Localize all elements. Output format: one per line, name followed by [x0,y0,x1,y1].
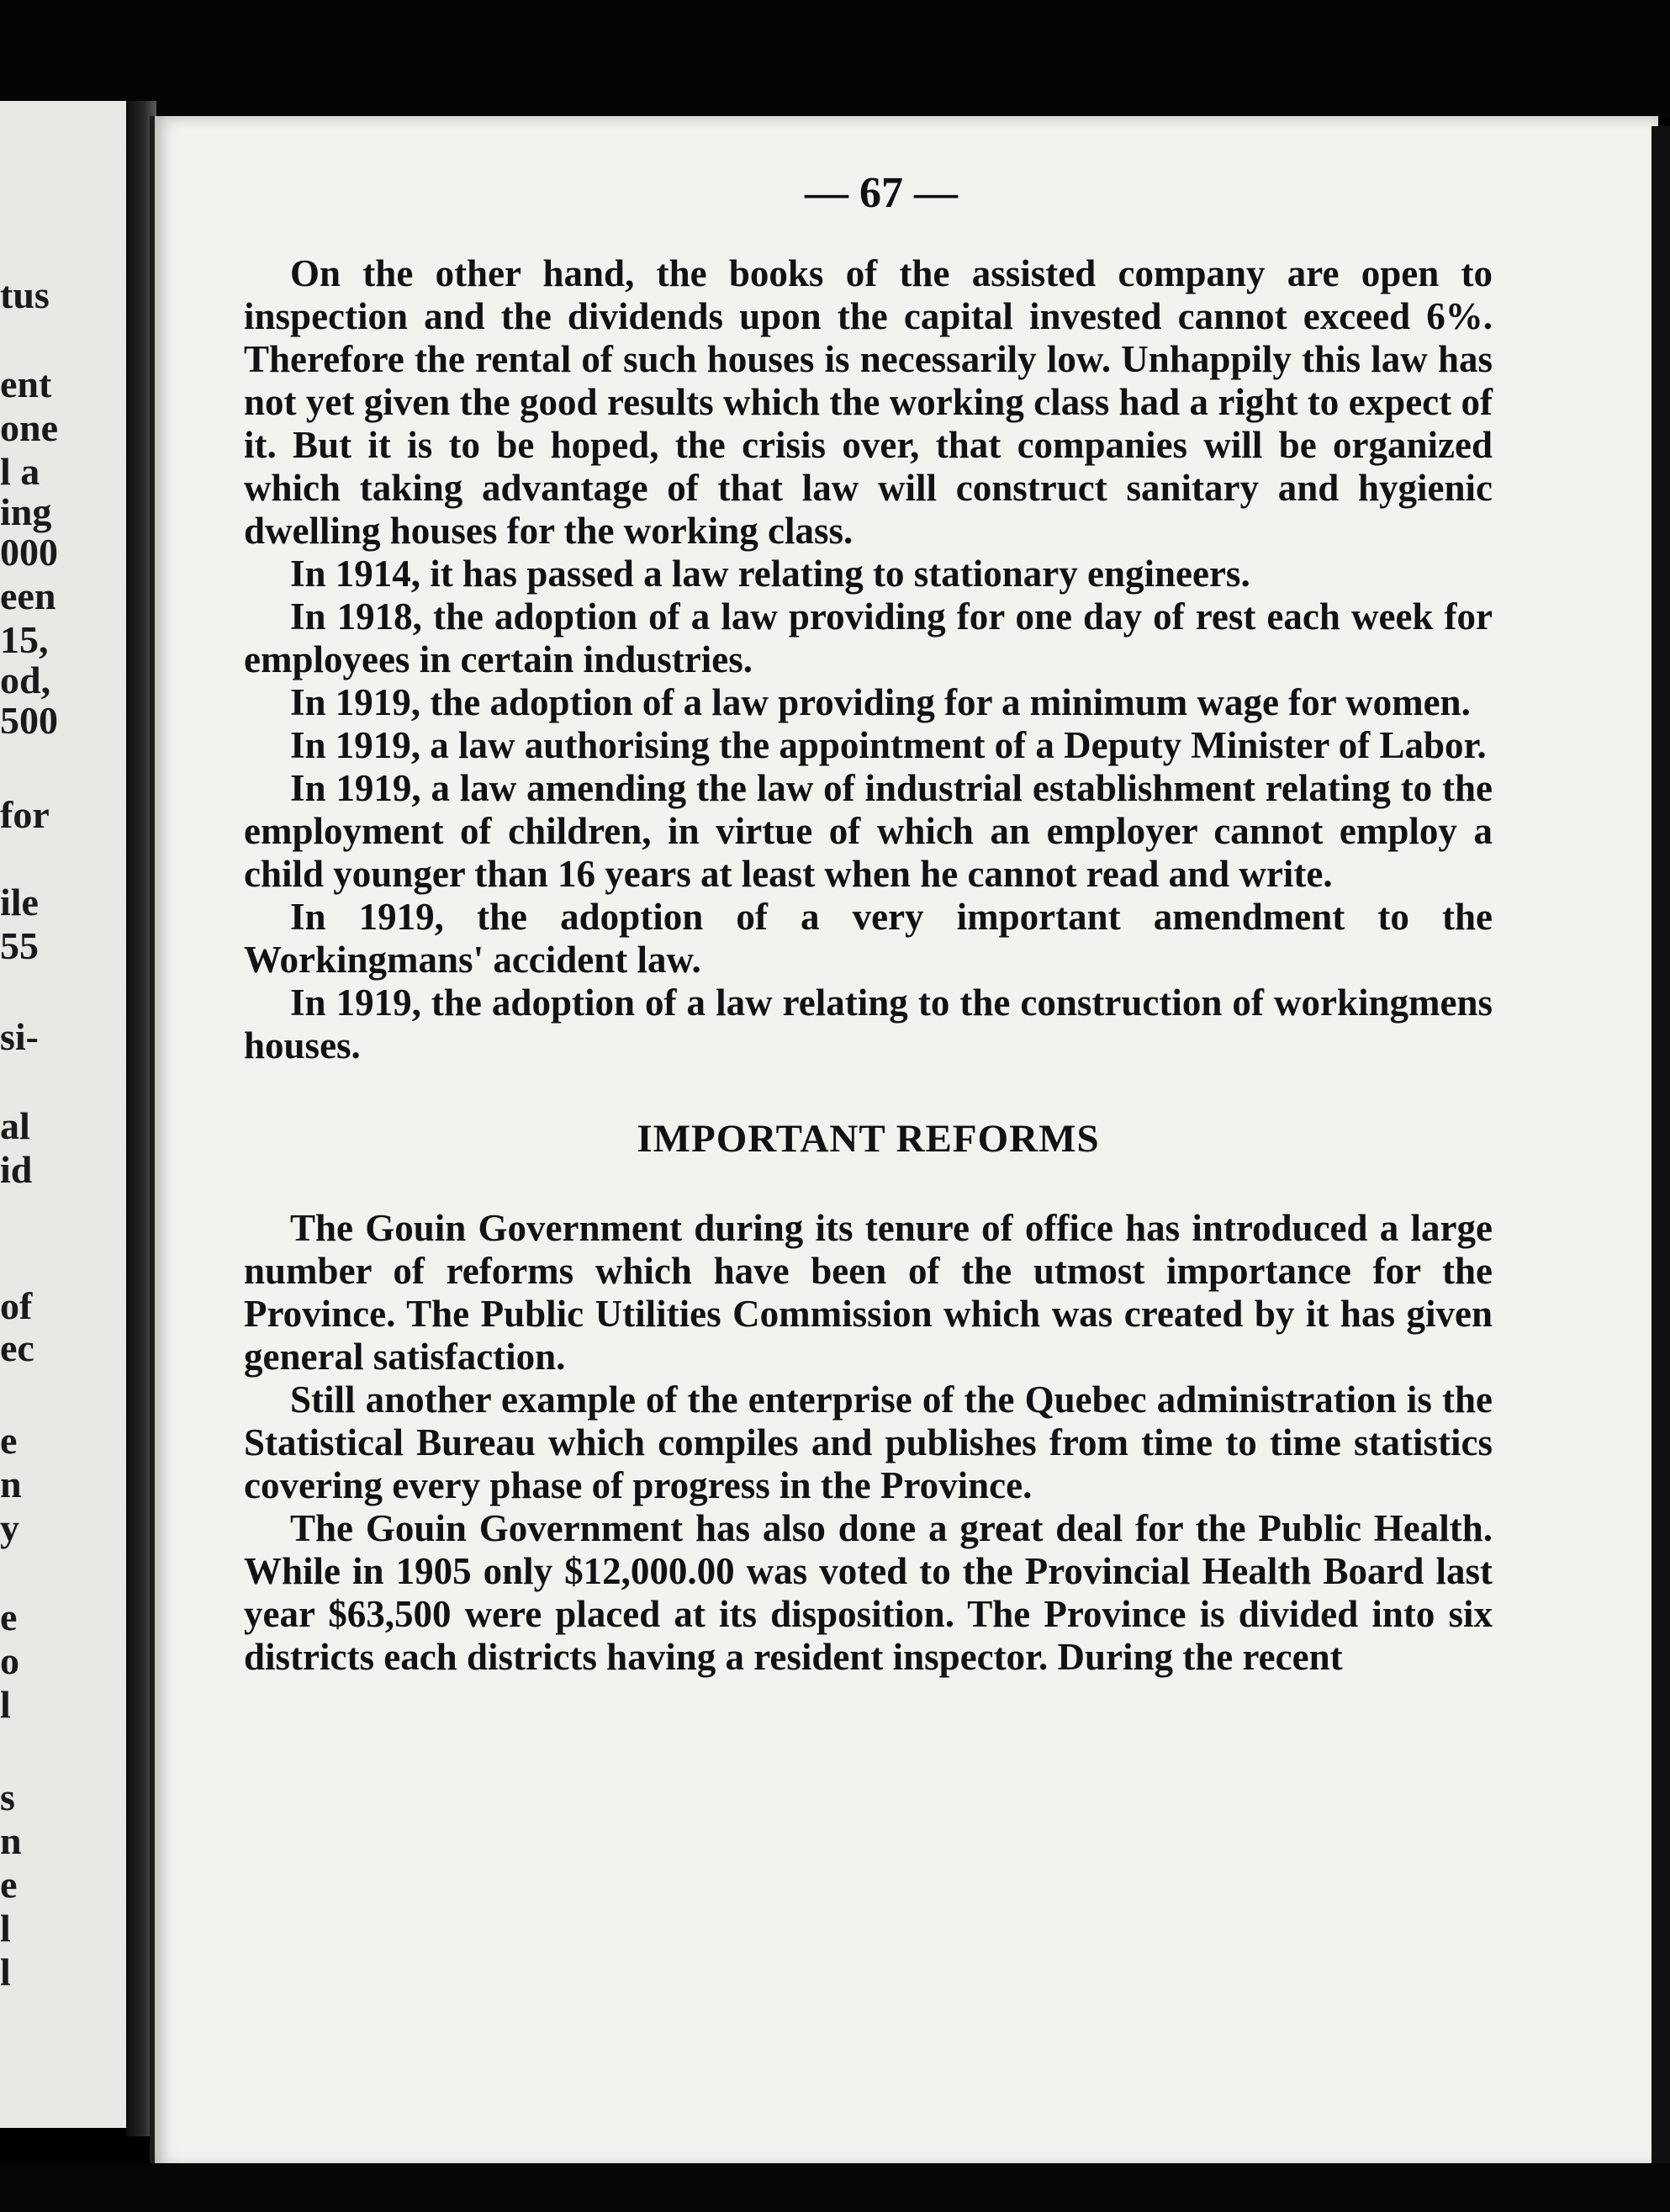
body-paragraph: Still another example of the enterprise of the Quebec administration is the Statistical Bureau which compiles and publishes from time to time statistics covering every phase of progress in the Province. [244,1379,1493,1506]
facing-page-fragment: one [0,406,58,449]
facing-page-fragment: ent [0,362,52,405]
body-paragraph: In 1914, it has passed a law relating to stationary engineers. [290,553,1250,595]
page-body [244,252,1493,1679]
facing-page-fragment: al [0,1104,30,1147]
facing-page-fragment: een [0,574,56,617]
facing-page-fragment: y [0,1506,19,1549]
facing-page [0,101,135,2128]
page-edge-shadow [1652,126,1670,2170]
facing-page-fragment: l [0,1950,11,1993]
facing-page-fragment: 55 [0,924,39,967]
facing-page-fragment: 000 [0,531,58,574]
body-paragraph: In 1919, the adoption of a very important amendment to the Workingmans' accident law. [244,896,1493,981]
facing-page-fragment: si- [0,1015,39,1058]
facing-page-fragment: ec [0,1326,34,1369]
facing-page-fragment: ing [0,490,52,533]
facing-page-fragment: s [0,1775,15,1818]
facing-page-fragment: o [0,1639,19,1682]
body-paragraph: The Gouin Government has also done a great deal for the Public Health. While in 1905 only $12,000.00 was voted to the Provincial Health Board last year $63,500 were placed at its disposition. The Province is divided into six districts each districts having a resident inspector. During the recent [244,1507,1493,1678]
facing-page-fragment: n [0,1819,22,1862]
facing-page-fragment: l [0,1907,11,1950]
body-paragraph: On the other hand, the books of the assisted company are open to inspection and the dividends upon the capital invested cannot exceed 6%. Therefore the rental of such houses is necessarily low. Unhappily this law has not yet given the good results which the working class had a right to expect of it. But it is to be hoped, the crisis over, that companies will be organized which taking advantage of that law will construct sanitary and hygienic dwelling houses for the working class. [244,252,1493,552]
facing-page-fragment: of [0,1284,33,1327]
facing-page-fragment: ile [0,881,39,923]
body-paragraph: In 1919, the adoption of a law providing for a minimum wage for women. [290,681,1471,723]
body-paragraph: In 1919, a law authorising the appointment of a Deputy Minister of Labor. [290,724,1487,766]
body-paragraph: In 1919, the adoption of a law relating to the construction of workingmens houses. [244,982,1493,1066]
facing-page-fragment: e [0,1595,18,1638]
body-paragraph: In 1918, the adoption of a law providing for one day of rest each week for employees in certain industries. [244,595,1493,680]
facing-page-fragment: for [0,793,50,836]
facing-page-fragment: e [0,1419,18,1462]
facing-page-fragment: l [0,1683,11,1726]
body-paragraph: The Gouin Government during its tenure of office has introduced a large number of reforms which have been of the utmost importance for the Province. The Public Utilities Commission which was created by it has given general satisfaction. [244,1207,1493,1378]
facing-page-fragment: id [0,1148,33,1191]
section-heading: IMPORTANT REFORMS [637,1117,1100,1161]
facing-page-fragment: tus [0,273,50,316]
scan-background-bottom [0,2163,1670,2212]
facing-page-fragment: od, [0,659,51,701]
facing-page-fragment: 15, [0,618,49,661]
facing-page-fragment: e [0,1863,18,1906]
page-number: — 67 — [805,169,958,217]
scan-background [0,0,1670,118]
body-paragraph: In 1919, a law amending the law of industrial establishment relating to the employment of children, in virtue of which an employer cannot employ a child younger than 16 years at least when he cannot read and write. [244,767,1493,895]
facing-page-fragment: l a [0,450,40,493]
facing-page-fragment: n [0,1463,22,1506]
facing-page-fragment: 500 [0,699,58,742]
